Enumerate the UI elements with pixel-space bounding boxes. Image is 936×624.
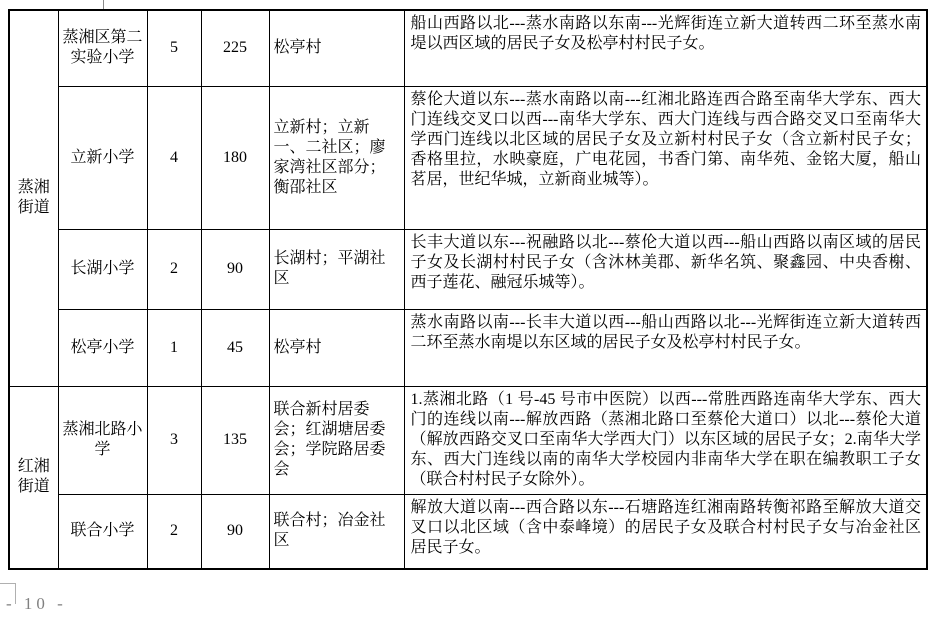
admission-scope-cell: 蒸水南路以南---长丰大道以西---船山西路以北---光辉街连立新大道转西二环至蒸水南堤以东区域的居民子女及松亭村村民子女。 <box>404 309 927 386</box>
student-count-cell: 90 <box>201 229 269 309</box>
admission-scope-cell: 1.蒸湘北路（1 号-45 号市中医院）以西---常胜西路连南华大学东、西大门的连线以南---解放西路（蒸湘北路口至蔡伦大道口）以北---蔡伦大道（解放西路交叉口至南华大学西大门）以东区域的居民子女；2.南华大学东、西大门连线以南的南华大学校园内非南华大学在职在编教职工子女（联合村村民子女除外）。 <box>404 386 927 494</box>
class-count-cell: 2 <box>147 494 201 569</box>
school-name-cell: 蒸湘北路小学 <box>58 386 147 494</box>
table-row <box>9 309 927 386</box>
class-count-cell: 4 <box>147 86 201 229</box>
class-count-cell: 2 <box>147 229 201 309</box>
villages-cell: 联合村；冶金社区 <box>269 494 404 569</box>
villages-cell: 联合新村居委会；红湖塘居委会；学院路居委会 <box>269 386 404 494</box>
class-count-cell: 5 <box>147 10 201 86</box>
table-row <box>9 10 927 86</box>
class-count-cell: 1 <box>147 309 201 386</box>
class-count-cell: 3 <box>147 386 201 494</box>
school-name-cell: 松亭小学 <box>58 309 147 386</box>
villages-cell: 松亭村 <box>269 10 404 86</box>
student-count-cell: 180 <box>201 86 269 229</box>
villages-cell: 立新村；立新一、二社区；廖家湾社区部分；衡邵社区 <box>269 86 404 229</box>
table-row <box>9 229 927 309</box>
table-row <box>9 494 927 569</box>
school-name-cell: 蒸湘区第二实验小学 <box>58 10 147 86</box>
student-count-cell: 135 <box>201 386 269 494</box>
street-cell-hongxiang: 红湘街道 <box>9 386 58 569</box>
admission-scope-cell: 蔡伦大道以东---蒸水南路以南---红湘北路连西合路至南华大学东、西大门连线交叉口以西---南华大学东、西大门连线与西合路交叉口至南华大学西门连线以北区域的居民子女及立新村村民子女（含立新村民子女；香格里拉，水映豪庭，广电花园，书香门第、南华苑、金铭大厦，船山茗居，世纪华城，立新商业城等）。 <box>404 86 927 229</box>
school-name-cell: 长湖小学 <box>58 229 147 309</box>
table-row <box>9 386 927 494</box>
villages-cell: 松亭村 <box>269 309 404 386</box>
school-enrollment-table <box>8 9 928 570</box>
student-count-cell: 225 <box>201 10 269 86</box>
admission-scope-cell: 船山西路以北---蒸水南路以东南---光辉街连立新大道转西二环至蒸水南堤以西区域的居民子女及松亭村村民子女。 <box>404 10 927 86</box>
street-cell-zhengxiang: 蒸湘街道 <box>9 10 58 386</box>
school-name-cell: 联合小学 <box>58 494 147 569</box>
admission-scope-cell: 长丰大道以东---祝融路以北---蔡伦大道以西---船山西路以南区域的居民子女及长湖村村民子女（含沐林美郡、新华名筑、聚鑫园、中央香榭、西子莲花、融冠乐城等）。 <box>404 229 927 309</box>
admission-scope-cell: 解放大道以南---西合路以东---石塘路连红湘南路转衡祁路至解放大道交叉口以北区域（含中泰峰境）的居民子女及联合村村民子女与冶金社区居民子女。 <box>404 494 927 569</box>
villages-cell: 长湖村；平湖社区 <box>269 229 404 309</box>
school-name-cell: 立新小学 <box>58 86 147 229</box>
table-row <box>9 86 927 229</box>
student-count-cell: 90 <box>201 494 269 569</box>
page-number: - 10 - <box>6 594 67 613</box>
student-count-cell: 45 <box>201 309 269 386</box>
